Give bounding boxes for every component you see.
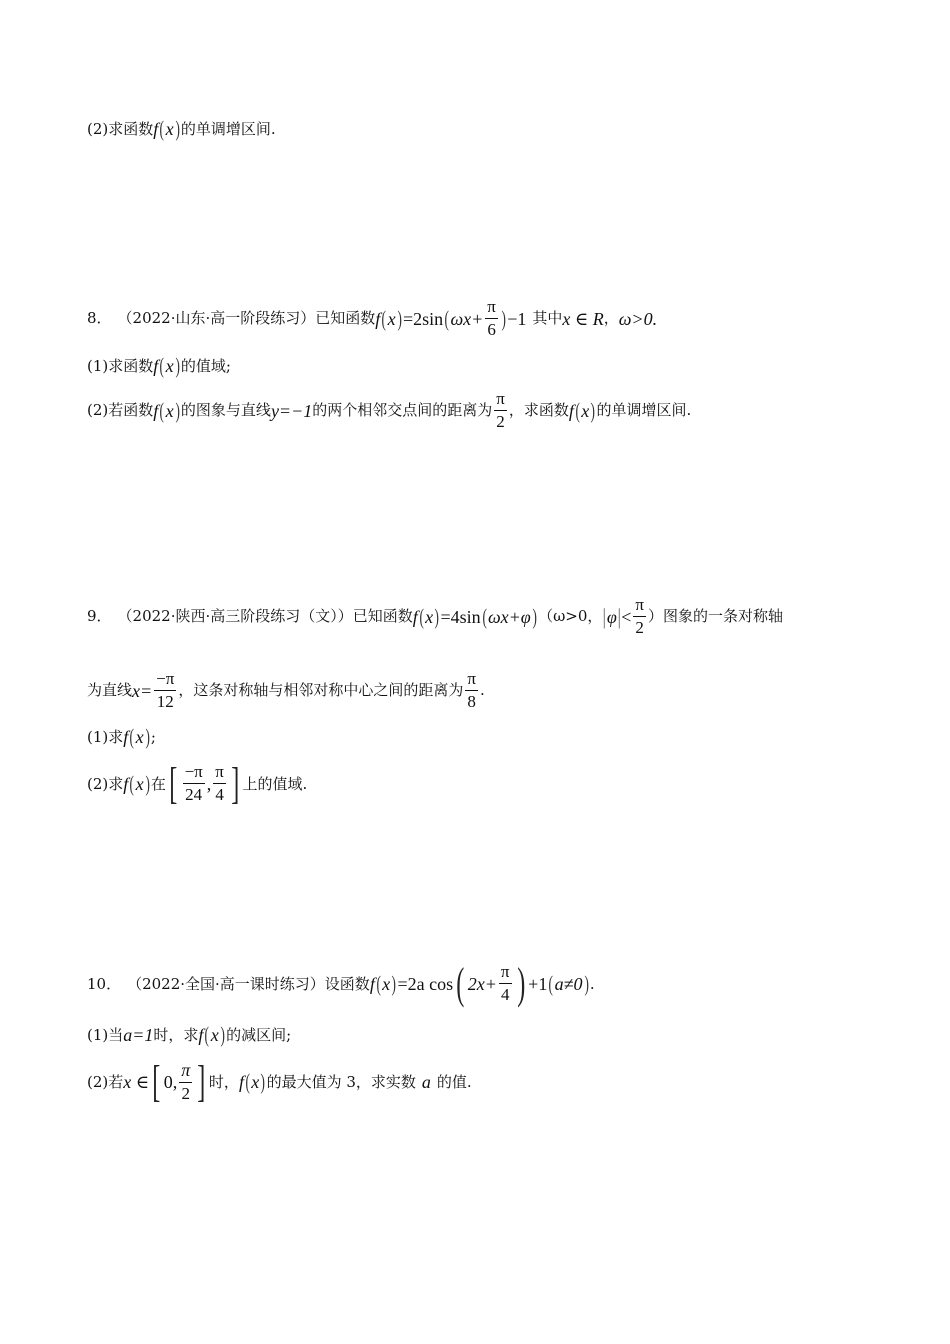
math-text: ωx+	[450, 308, 484, 329]
math-f: f	[153, 119, 159, 139]
q9-part1: (1)求 f ( x ) ;	[87, 724, 156, 749]
math-text: =4sin	[440, 606, 481, 627]
math-text: ω>0.	[618, 308, 658, 329]
math-f: f	[123, 774, 129, 794]
math-x: x	[581, 400, 590, 421]
text: 为直线	[87, 681, 133, 700]
math-f: f	[153, 400, 159, 421]
text: 的值.	[436, 1072, 472, 1091]
text: 的值域;	[180, 356, 231, 375]
text: (1)求函数	[87, 356, 154, 375]
text: （ω>0，	[538, 607, 603, 626]
math-text: ,	[206, 774, 212, 794]
question-source: （2022·山东·高一阶段练习）已知函数	[117, 309, 376, 328]
fraction-pi-2: $\frac{\pi}{2}$	[181, 1059, 191, 1103]
text: .	[479, 681, 485, 700]
fraction-pi-6: $\frac{\pi}{6}$	[487, 297, 496, 339]
math-f: f	[198, 1025, 204, 1045]
text: (1)求	[87, 727, 124, 746]
math-text: φ	[606, 606, 617, 627]
text: ）图象的一条对称轴	[647, 607, 783, 626]
math-text: y=−1	[270, 400, 313, 421]
math-f: f	[369, 974, 375, 994]
math-x: x	[387, 308, 396, 329]
math-text: ωx+φ	[487, 606, 531, 627]
fraction-pi-8: $\frac{\pi}{8}$	[467, 669, 476, 711]
math-f: f	[238, 1072, 244, 1092]
math-text: <	[621, 606, 632, 627]
math-text: a	[421, 1072, 431, 1092]
fraction-neg-pi-12: $\frac{-\pi}{12}$	[156, 669, 175, 711]
text: .	[589, 974, 595, 993]
math-x: x	[210, 1025, 219, 1045]
text: ，求函数	[508, 401, 569, 420]
math-x: x	[425, 606, 434, 627]
q9-stem-line2	[87, 670, 485, 711]
math-f: f	[123, 727, 129, 747]
math-f: f	[375, 308, 381, 329]
text: 的最大值为 3，求实数	[266, 1072, 416, 1091]
text: (2)求函数	[87, 119, 154, 138]
text: (2)若	[87, 1072, 124, 1091]
math-x: x	[165, 400, 174, 421]
math-text: a≠0	[554, 974, 583, 994]
text: ，这条对称轴与相邻对称中心之间的距离为	[178, 681, 464, 700]
text: 上的值域.	[242, 774, 308, 793]
math-x: x	[251, 1072, 260, 1092]
math-x: x	[135, 774, 144, 794]
math-text: 2x+	[467, 974, 497, 994]
text: 的单调增区间.	[180, 119, 276, 138]
math-text: x=	[132, 680, 153, 701]
question-source: （2022·陕西·高三阶段练习（文））已知函数	[117, 607, 413, 626]
question-number: 10．	[87, 974, 122, 993]
math-x: x	[135, 727, 144, 747]
math-x: x	[165, 356, 174, 376]
math-x: x	[165, 119, 174, 139]
fraction-pi-2: $\frac{\pi}{2}$	[635, 595, 644, 637]
fraction-neg-pi-24: $\frac{-\pi}{24}$	[184, 762, 203, 804]
math-f: f	[568, 400, 574, 421]
q7-part2: (2)求函数 f ( x ) 的单调增区间.	[87, 116, 276, 141]
q8-stem: 8． （2022·山东·高一阶段练习）已知函数 f ( x ) =2sin ( ωx+ $\frac{\pi}{6}$ ) −1 其中 x ∈ R ， ω>0.	[87, 297, 658, 339]
q10-part2: (2)若 x ∈ [ 0, $\frac{\pi}{2}$ ] 时， f ( x ) 的最大值为 3，求实数 a 的值.	[87, 1057, 472, 1106]
q9-stem: 9． （2022·陕西·高三阶段练习（文））已知函数 f ( x ) =4sin ( ωx+φ ) （ω>0， | φ | < $\frac{\pi}{2}$ ）图象的一条对称轴	[87, 595, 783, 637]
text: 的两个相邻交点间的距离为	[312, 401, 493, 420]
math-text: a=1	[123, 1025, 154, 1045]
question-source: （2022·全国·高一课时练习）设函数	[127, 974, 370, 993]
math-x: x	[382, 974, 391, 994]
math-text: +1	[528, 974, 548, 994]
q9-part2: (2)求 f ( x ) 在 [ $\frac{-\pi}{24}$ , $\frac{\pi}{4}$ ] 上的值域.	[87, 759, 308, 808]
text: 时，求	[153, 1025, 199, 1044]
math-text: x ∈	[123, 1072, 150, 1092]
math-f: f	[153, 356, 159, 376]
math-text: =2a cos	[397, 974, 454, 994]
text: (2)若函数	[87, 401, 154, 420]
fraction-pi-4: $\frac{\pi}{4}$	[500, 962, 510, 1004]
question-number: 8．	[87, 309, 112, 328]
math-f: f	[412, 606, 418, 627]
math-text: −1	[507, 308, 527, 329]
text: 其中	[532, 309, 563, 328]
q10-stem: 10． （2022·全国·高一课时练习）设函数 f ( x ) =2a cos ( 2x+ $\frac{\pi}{4}$ ) +1 ( a≠0 ) .	[87, 959, 595, 1008]
text: 的单调增区间.	[596, 401, 692, 420]
math-text: 0,	[163, 1072, 178, 1092]
text: 时，	[208, 1072, 239, 1091]
text: ;	[150, 727, 156, 746]
q8-part2: (2)若函数 f ( x ) 的图象与直线 y=−1 的两个相邻交点间的距离为 $\frac{\pi}{2}$ ，求函数 f ( x ) 的单调增区间.	[87, 389, 692, 431]
question-number: 9．	[87, 607, 112, 626]
math-text: =2sin	[402, 308, 444, 329]
text: (1)当	[87, 1025, 124, 1044]
fraction-pi-4: $\frac{\pi}{4}$	[215, 762, 224, 804]
fraction-pi-2: $\frac{\pi}{2}$	[496, 389, 505, 431]
text: ，	[603, 309, 619, 328]
text: 的减区间;	[226, 1025, 292, 1044]
q10-part1: (1)当 a=1 时，求 f ( x ) 的减区间;	[87, 1022, 292, 1047]
math-text: x ∈ R	[562, 308, 604, 329]
text: 在	[150, 774, 166, 793]
text: (2)求	[87, 774, 124, 793]
q8-part1: (1)求函数 f ( x ) 的值域;	[87, 353, 231, 378]
text: 的图象与直线	[180, 401, 271, 420]
